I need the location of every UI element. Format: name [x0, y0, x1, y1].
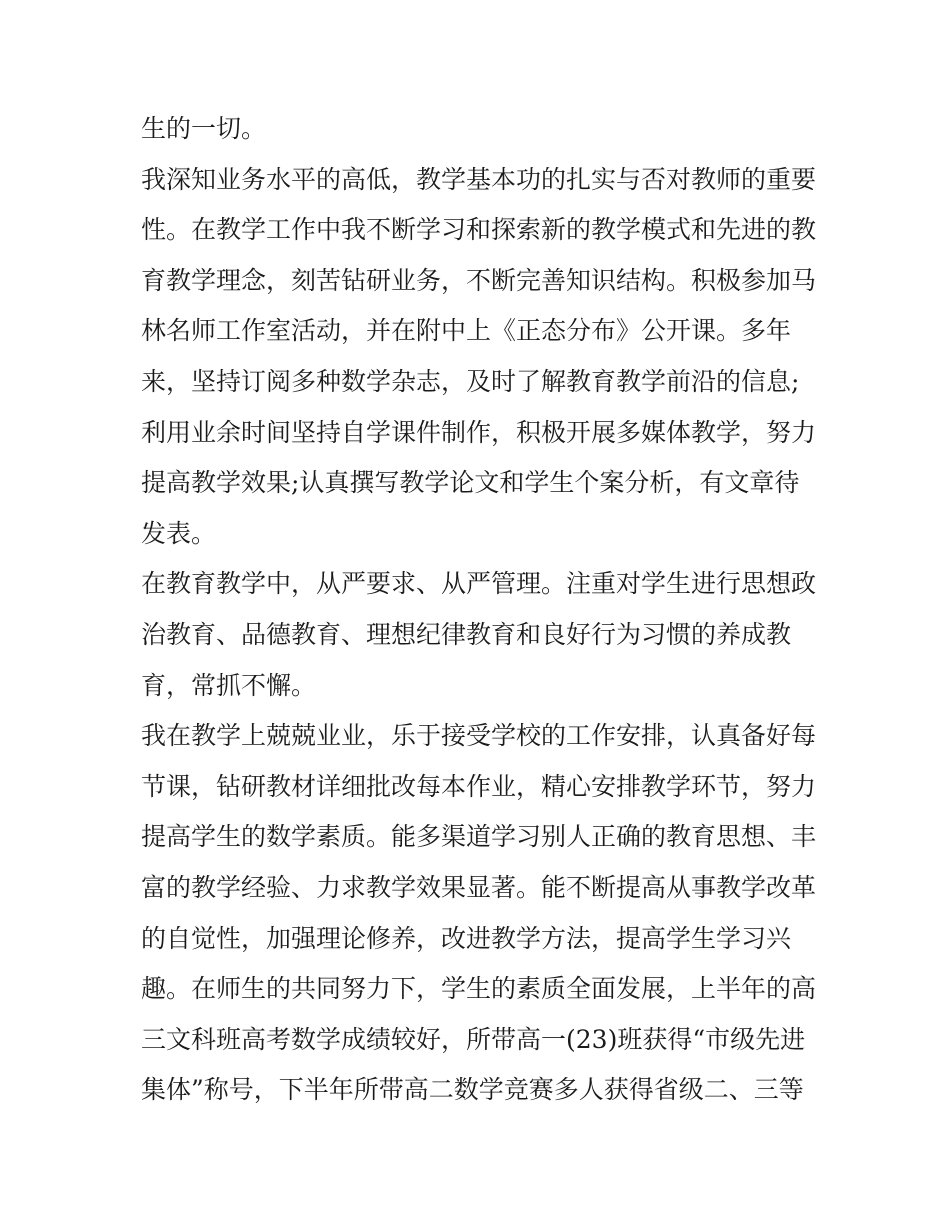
text-line: 发表。 [141, 518, 217, 548]
text-line: 林名师工作室活动，并在附中上《正态分布》公开课。多年 [141, 316, 792, 346]
text-line: 育，常抓不懈。 [141, 670, 317, 700]
text-line: 提高教学效果;认真撰写教学论文和学生个案分析，有文章待 [141, 468, 800, 498]
text-line: 性。在教学工作中我不断学习和探索新的教学模式和先进的教 [141, 215, 817, 245]
text-line: 的自觉性，加强理论修养，改进教学方法，提高学生学习兴 [141, 923, 792, 953]
document-body [141, 104, 821, 1116]
text-line: 节课，钻研教材详细批改每本作业，精心安排教学环节，努力 [141, 771, 817, 801]
text-line: 生的一切。 [141, 114, 267, 143]
text-line: 三文科班高考数学成绩较好，所带高一(23)班获得“市级先进 [141, 1024, 806, 1054]
text-line: 我深知业务水平的高低，教学基本功的扎实与否对教师的重要 [141, 164, 817, 194]
text-line: 治教育、品德教育、理想纪律教育和良好行为习惯的养成教 [141, 619, 792, 649]
text-line: 趣。在师生的共同努力下，学生的素质全面发展，上半年的高 [141, 974, 817, 1004]
text-line: 集体”称号，下半年所带高二数学竞赛多人获得省级二、三等 [141, 1075, 804, 1105]
text-line: 我在教学上兢兢业业，乐于接受学校的工作安排，认真备好每 [141, 721, 817, 751]
text-line: 育教学理念，刻苦钻研业务，不断完善知识结构。积极参加马 [141, 265, 817, 295]
text-line: 提高学生的数学素质。能多渠道学习别人正确的教育思想、丰 [141, 822, 817, 852]
text-line: 利用业余时间坚持自学课件制作，积极开展多媒体教学，努力 [141, 417, 817, 447]
text-line: 在教育教学中，从严要求、从严管理。注重对学生进行思想政 [141, 569, 817, 599]
text-line: 富的教学经验、力求教学效果显著。能不断提高从事教学改革 [141, 872, 817, 902]
text-line: 来，坚持订阅多种数学杂志，及时了解教育教学前沿的信息; [141, 366, 800, 396]
